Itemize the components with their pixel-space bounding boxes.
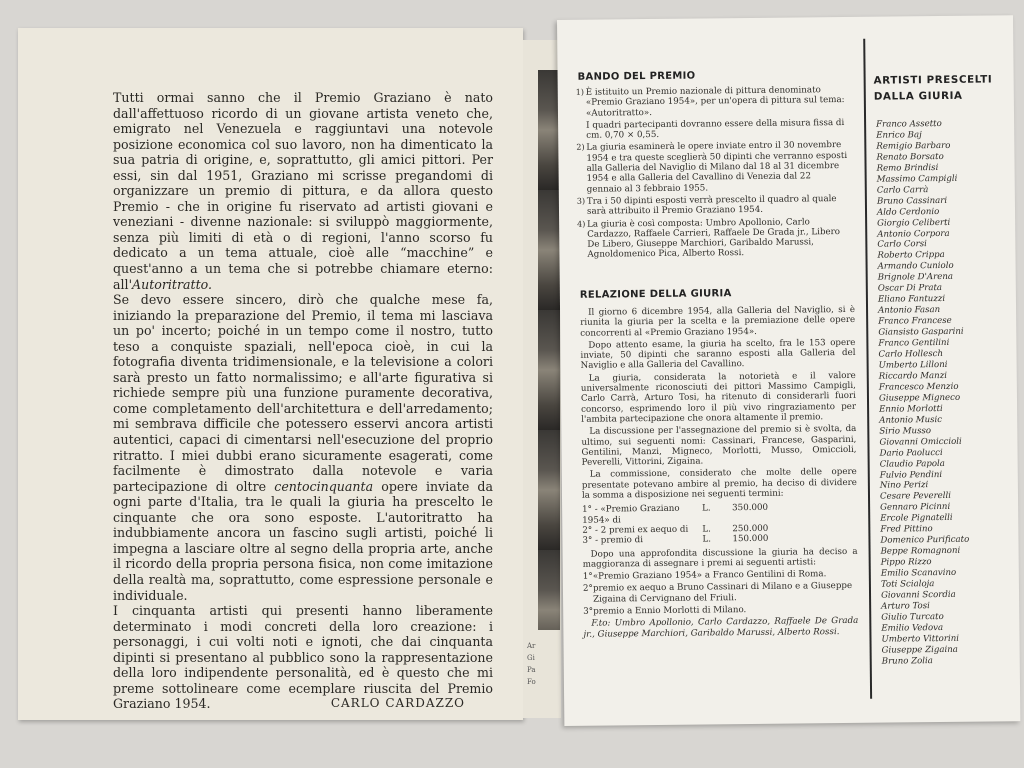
photo-strip xyxy=(538,70,560,630)
artist-name: Antonio Fasan xyxy=(878,305,941,316)
artist-name: Eliano Fantuzzi xyxy=(877,294,946,305)
prize-row xyxy=(582,502,857,525)
artist-name: Giorgio Celiberti xyxy=(877,217,951,229)
award-number: 2° xyxy=(582,584,593,595)
bando-item-text: La giuria è così composta: Umbro Apollonio, Carlo Cardazzo, Raffaele Carrieri, Raffaele De Grada jr., Libero De Libero, Giuseppe Marchiori, Garibaldo Marussi, Agnoldomenico Pica, Alberto Rossi. xyxy=(587,216,841,261)
artist-name: Remigio Barbaro xyxy=(876,140,951,152)
italic-autoritratto: Autoritratto. xyxy=(132,276,213,292)
prize-currency: L. xyxy=(702,503,711,514)
artist-name: Antonio Corpora xyxy=(877,228,950,240)
bando-item-number: 3) xyxy=(576,196,586,206)
jury-signatures: F.to: Umbro Apollonio, Carlo Cardazzo, Raffaele De Grada jr., Giuseppe Marchiori, Garibaldo Marussi, Alberto Rossi. xyxy=(583,616,859,640)
relazione-paragraph: Dopo una approfondita discussione la giuria ha deciso a maggioranza di assegnare i premi ai seguenti artisti: xyxy=(582,546,858,570)
award-text: «Premio Graziano 1954» a Franco Gentilini di Roma. xyxy=(592,569,827,582)
artist-name: Ercole Pignatelli xyxy=(880,513,953,524)
artist-name: Renato Borsato xyxy=(876,151,944,163)
artist-name: Armando Cuniolo xyxy=(877,261,954,273)
artists-heading-line: ARTISTI PRESCELTI xyxy=(873,73,993,87)
intro-paragraph xyxy=(113,292,493,603)
prize-amount: 350.000 xyxy=(732,503,769,514)
award-number: 3° xyxy=(583,606,594,617)
artist-name: Roberto Crippa xyxy=(877,250,945,262)
bando-item xyxy=(579,217,849,261)
relazione-paragraph: Il giorno 6 dicembre 1954, alla Galleria del Naviglio, si è riunita la giuria per la scelta e la premiazione delle opere concorrenti al «Premio Graziano 1954». xyxy=(580,304,856,339)
artist-name: Giuseppe Zigaina xyxy=(881,644,958,656)
artist-name: Francesco Menzio xyxy=(878,381,959,393)
intro-paragraph: I cinquanta artisti qui presenti hanno liberamente determinato i modi concreti della loro creazione: i personaggi, i cui volti noti e ignoti, che dai cinquanta dipinti si presentano al pubblico sono la rappresentazione della loro indipendente personalità, ed è questo che mi preme sottolineare come ecemplare riuscita del Premio Graziano 1954. xyxy=(113,603,493,712)
bando-item-number: 4) xyxy=(577,219,586,229)
artist-name: Nino Perizi xyxy=(879,480,929,492)
bando-item-text: I quadri partecipanti dovranno essere della misura fissa di cm. 0,70 × 0,55. xyxy=(586,117,845,141)
artist-name: Emilio Vedova xyxy=(881,622,944,634)
introduction-text xyxy=(113,90,493,712)
artist-name: Gennaro Picinni xyxy=(880,502,951,514)
artist-name: Brignole D'Arena xyxy=(877,272,954,283)
relazione-heading: RELAZIONE DELLA GIURIA xyxy=(579,288,732,301)
prize-table xyxy=(582,502,857,546)
bando-item xyxy=(576,194,849,217)
bando-item xyxy=(578,140,849,194)
artist-name: Giansisto Gasparini xyxy=(878,326,964,338)
artist-name: Umberto Lilloni xyxy=(878,359,948,371)
award-item xyxy=(583,604,858,617)
award-text: premio ex aequo a Bruno Cassinari di Milano e a Giuseppe Zigaina di Cervignano del Friuli. xyxy=(592,581,853,605)
column-divider xyxy=(863,39,872,699)
artist-name: Giovanni Omiccioli xyxy=(879,436,962,448)
left-page xyxy=(18,28,523,720)
artist-name: Umberto Vittorini xyxy=(881,633,960,645)
bando-item xyxy=(578,118,848,141)
bando-heading: BANDO DEL PREMIO xyxy=(577,70,696,83)
strip-text-line: Pa xyxy=(527,666,536,674)
prize-amount: 250.000 xyxy=(732,523,769,535)
bando-item-text: La giuria esaminerà le opere inviate entro il 30 novembre 1954 e tra queste sceglierà 50 dipinti che verranno esposti alla Galleria del Naviglio di Milano dal 18 al 31 dicembre 1954 e alla Galleria del Cavallino di Venezia dal 22 gennaio al 3 febbraio 1955. xyxy=(586,140,848,195)
prize-currency: L. xyxy=(702,534,712,545)
artist-name: Bruno Zolia xyxy=(881,655,933,667)
artist-name: Toti Scialoja xyxy=(880,579,935,590)
artist-name: Cesare Peverelli xyxy=(879,491,952,503)
artist-name: Giuseppe Migneco xyxy=(878,392,961,404)
award-item xyxy=(583,581,858,604)
relazione-paragraph: Dopo attento esame, la giuria ha scelto, fra le 153 opere inviate, 50 dipinti che saranno esposti alla Galleria del Naviglio e alla Galleria del Cavallino. xyxy=(580,337,856,372)
artist-name: Carlo Hollesch xyxy=(878,348,944,360)
artist-name: Franco Francese xyxy=(878,316,952,327)
intro-paragraph-text: opere inviate da ogni parte d'Italia, tra le quali la giuria ha prescelto le cinquante che ora sono esposte. L'autoritratto ha indubbiamente ancora un fascino sugli artisti, poiché li impegna a lasciare oltre al segno della propria arte, anche il ricordo della propria persona fisica, non come imitazione della realtà ma, soprattutto, come espressione personale e individuale. xyxy=(113,478,493,603)
award-number: 1° xyxy=(582,571,593,582)
artist-name: Carlo Corsi xyxy=(877,239,927,251)
prize-row xyxy=(582,533,857,546)
strip-text-line: Gi xyxy=(527,654,535,662)
artist-name: Pippo Rizzo xyxy=(880,557,932,568)
signature: CARLO CARDAZZO xyxy=(330,696,465,710)
artist-name: Aldo Cerdonio xyxy=(876,206,940,218)
artist-name: Emilio Scanavino xyxy=(880,567,957,579)
artist-name: Dario Paolucci xyxy=(879,447,943,459)
artist-name: Franco Gentilini xyxy=(878,337,950,349)
strip-text xyxy=(527,640,559,688)
artists-heading xyxy=(874,71,994,104)
bando-item-text: Tra i 50 dipinti esposti verrà prescelto il quadro al quale sarà attribuito il Premio Graziano 1954. xyxy=(586,194,837,217)
artist-name: Giovanni Scordia xyxy=(880,589,956,601)
artist-name: Fulvio Pendini xyxy=(879,469,943,481)
artist-name: Enrico Baj xyxy=(876,130,922,141)
bando-item-number: 2) xyxy=(576,143,585,153)
artist-name: Beppe Romagnoni xyxy=(880,545,961,557)
relazione-paragraph: La commissione, considerato che molte delle opere presentate potevano ambire al premio, ha deciso di dividere la somma a disposizione nei seguenti termini: xyxy=(581,467,857,501)
relazione-section xyxy=(580,305,858,642)
artist-name: Franco Assetto xyxy=(876,118,942,130)
award-item xyxy=(583,569,858,582)
artist-name: Antonio Music xyxy=(879,414,943,426)
artist-name: Claudio Papola xyxy=(879,458,945,470)
artist-name: Massimo Campigli xyxy=(876,173,958,185)
prize-amount: 150.000 xyxy=(732,534,769,545)
award-text: premio a Ennio Morlotti di Milano. xyxy=(593,605,747,617)
artist-name: Giulio Turcato xyxy=(881,611,944,623)
artist-name: Remo Brindisi xyxy=(876,162,939,174)
artist-name: Carlo Carrà xyxy=(876,184,929,196)
strip-text-line: Ar xyxy=(527,642,536,650)
intro-paragraph-text: Tutti ormai sanno che il Premio Graziano è nato dall'affettuoso ricordo di un giovane artista veneto che, emigrato nel Venezuela e raggiuntavi una notevole posizione economica col suo lavoro, non ha dimenticato la sua patria di origine, e, soprattutto, gli amici pittori. Per essi, sin dal 1951, Graziano mi scrisse pregandomi di organizzare un premio di pittura, e da allora questo Premio - che in origine fu riservato ad artisti giovani e veneziani - divenne nazionale: si sviluppò maggiormente, senza più limiti di età o di regioni, l'anno scorso fu dedicato a un tema attuale, cioè alle “macchine” e quest'anno a un tema che si potrebbe chiamare eterno: all' xyxy=(113,90,493,292)
prize-label: 2° - 2 premi ex aequo di xyxy=(582,524,689,536)
relazione-paragraph: La discussione per l'assegnazione del premio si è svolta, da ultimo, sui seguenti nomi: Cassinari, Francese, Gasparini, Gentilini, Manzi, Migneco, Morlotti, Musso, Omiccioli, Peverelli, Vittorini, Zigaina. xyxy=(581,424,857,468)
artists-heading-line: DALLA GIURIA xyxy=(873,89,963,103)
artist-name: Ennio Morlotti xyxy=(879,403,943,415)
intro-paragraph xyxy=(113,90,493,292)
prize-label: 1° - «Premio Graziano 1954» di xyxy=(582,504,680,526)
prize-label: 3° - premio di xyxy=(582,535,644,546)
bando-item-text: È istituito un Premio nazionale di pittura denominato «Premio Graziano 1954», per un'opera di pittura sul tema: «Autoritratto». xyxy=(585,85,845,119)
right-sheet xyxy=(557,15,1020,726)
bando-item-number: 1) xyxy=(575,87,585,97)
artist-name: Sirio Musso xyxy=(879,425,932,437)
artist-name: Domenico Purificato xyxy=(880,534,970,546)
prize-currency: L. xyxy=(702,524,711,535)
italic-centocinquanta: centocinquanta xyxy=(274,478,374,494)
artist-name: Oscar Di Prata xyxy=(877,283,943,294)
artist-name: Bruno Cassinari xyxy=(876,195,948,207)
artist-name: Fred Pittino xyxy=(880,524,933,535)
intro-paragraph-text: Se devo essere sincero, dirò che qualche mese fa, iniziando la preparazione del Premio, il tema mi lasciava un po' incerto; poiché in un tempo come il nostro, tutto teso a conquiste spaziali, nell'epoca cioè, in cui la fotografia diventa tridimensionale, e la televisione a colori sarà presto un fatto normalissimo; e all'arte figurativa si richiede sempre più una funzione puramente decorativa, come completamento dell'architettura e dell'arredamento; mi sembrava difficile che potessero esservi ancora artisti autentici, capaci di cimentarsi nell'esecuzione del proprio ritratto. I miei dubbi erano sicuramente esagerati, come facilmente è dimostrato dalla notevole e varia partecipazione di oltre xyxy=(113,292,493,494)
artists-list xyxy=(876,118,1002,667)
bando-item xyxy=(575,85,848,119)
artist-name: Riccardo Manzi xyxy=(878,370,948,382)
bando-section xyxy=(575,85,850,263)
strip-text-line: Fo xyxy=(527,678,536,686)
artist-name: Arturo Tosi xyxy=(881,601,930,612)
relazione-paragraph: La giuria, considerata la notorietà e il valore universalmente riconosciuti dei pittori Massimo Campigli, Carlo Carrà, Arturo Tosi, ha ritenuto di considerarli fuori concorso, esprimendo loro il più vivo ringraziamento per l'ambita partecipazione che onora altamente il premio. xyxy=(580,370,857,425)
